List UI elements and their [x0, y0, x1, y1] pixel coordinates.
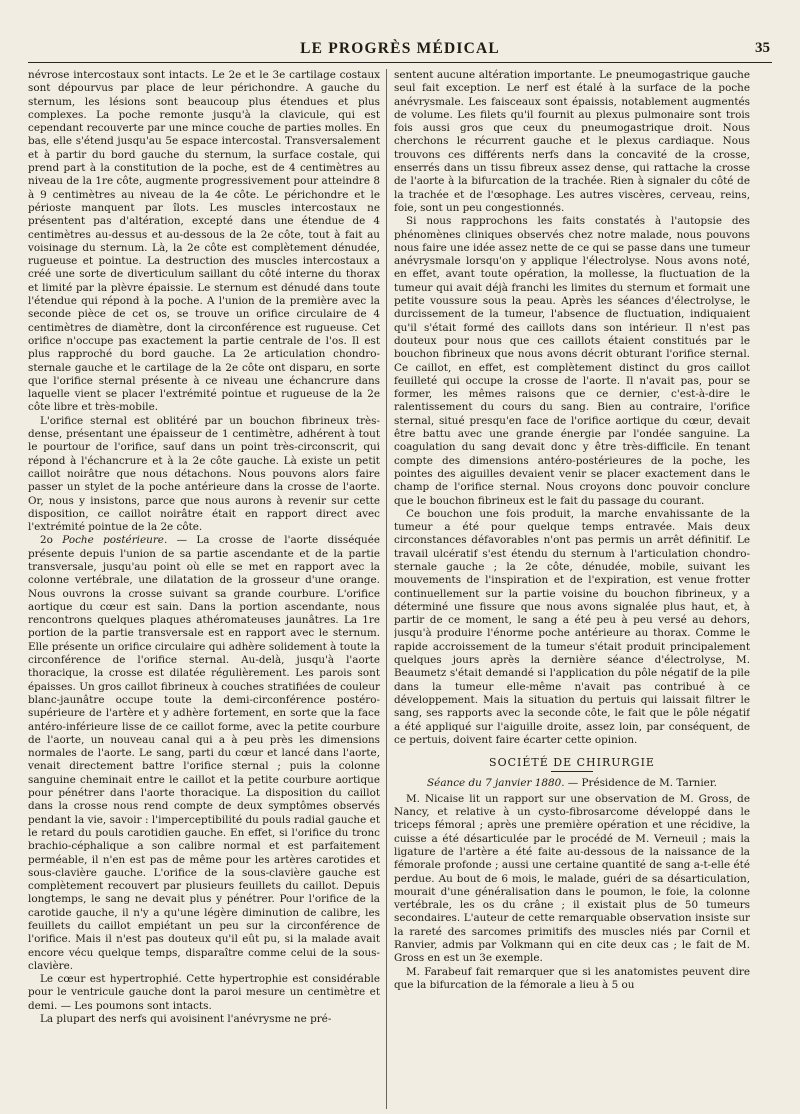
section-title: SOCIÉTÉ DE CHIRURGIE: [489, 756, 655, 770]
paragraph: M. Farabeuf fait remarquer que si les anatomistes peuvent dire que la bifurcation de la fémorale a lieu à 5 ou: [394, 965, 750, 991]
page-number: 35: [755, 40, 770, 56]
subsection-heading: Poche postérieure.: [62, 534, 168, 547]
session-line: [394, 777, 750, 790]
paragraph: névrose intercostaux sont intacts. Le 2e et le 3e cartilage costaux sont dépourvus par place de leur périchondre. A gauche du sternum, les lésions sont beaucoup plus étendues et plus complexes. La poche remonte jusqu'à la clavicule, qui est cependant recouverte par une mince couche de parties molles. En bas, elle s'étend jusqu'au 5e espace intercostal. Transversalement et à partir du bord gauche du sternum, la surface costale, qui prend part à la constitution de la poche, est de 4 centimètres au niveau de la 1re côte, augmente progressivement pour atteindre 8 à 9 centimètres au niveau de la 4e côte. Le périchondre et le périoste manquent par îlots. Les muscles intercostaux ne présentent pas d'altération, excepté dans une étendue de 4 centimètres au-dessus et au-dessous de la 2e côte, tout à fait au voisinage du sternum. Là, la 2e côte est complètement dénudée, rugueuse et pointue. La destruction des muscles intercostaux a créé une sorte de diverticulum saillant du côté interne du thorax et limité par la plèvre épaissie. Le sternum est dénudé dans toute l'étendue qui répond à la poche. A l'union de la première avec la seconde pièce de cet os, se trouve un orifice circulaire de 4 centimètres de diamètre, dont la circonférence est rugueuse. Cet orifice n'occupe pas exactement la partie centrale de l'os. Il est plus rapproché du bord gauche. La 2e articulation chondro-sternale gauche et le cartilage de la 2e côte ont disparu, en sorte que l'orifice sternal présente à ce niveau une échancrure dans laquelle vient se placer l'extrémité pointue et rugueuse de la 2e côte libre et très-mobile.: [28, 69, 380, 414]
paragraph-lead: 2o: [40, 534, 53, 547]
paragraph: Ce bouchon une fois produit, la marche envahissante de la tumeur a été pour quelque temps entravée. Mais deux circonstances défavorables n'ont pas permis un arrêt définitif. Le travail ulcératif s'est étendu du sternum à l'articulation chondro-sternale gauche ; la 2e côte, dénudée, mobile, suivant les mouvements de l'inspiration et de l'expiration, est venue frotter continuellement sur la partie voisine du bouchon fibrineux, y a déterminé une fissure que nous avons signalée plus haut, et, à partir de ce moment, le sang a été peu à peu versé au dehors, jusqu'à produire l'énorme poche antérieure au thorax. Comme le rapide accroissement de la tumeur s'était produit principalement quelques jours après la dernière séance d'électrolyse, M. Beaumetz s'était demandé si l'application du pôle négatif de la pile dans la tumeur elle-même n'avait pas contribué à ce développement. Mais la situation du pertuis qui laissait filtrer le sang, ses rapports avec la seconde côte, le fait que le pôle négatif a été appliqué sur l'aiguille droite, assez loin, par conséquent, de ce pertuis, doivent faire écarter cette opinion.: [394, 507, 750, 746]
paragraph: M. Nicaise lit un rapport sur une observation de M. Gross, de Nancy, et relative à un cysto-fibrosarcome développé dans le triceps fémoral ; après une première opération et une récidive, la cuisse a été désarticulée par le procédé de M. Verneuil ; mais la ligature de l'artère a été faite au-dessous de la naissance de la fémorale profonde ; aussi une certaine quantité de sang a-t-elle été perdue. Au bout de 6 mois, le malade, guéri de sa désarticulation, mourait d'une généralisation dans le poumon, le foie, la colonne vertébrale, les os du crâne ; il existait plus de 50 tumeurs secondaires. L'auteur de cette remarquable observation insiste sur la rareté des sarcomes primitifs des muscles niés par Cornil et Ranvier, admis par Volkmann qui en cite deux cas ; le fait de M. Gross en est un 3e exemple.: [394, 792, 750, 965]
right-column: [394, 69, 750, 1109]
paragraph: sentent aucune altération importante. Le pneumogastrique gauche seul fait exception. Le nerf est étalé à la surface de la poche anévrysmale. Les faisceaux sont épaissis, notablement augmentés de volume. Les filets qu'il fournit au plexus pulmonaire sont trois fois aussi gros que ceux du pneumogastrique droit. Nous cherchons le récurrent gauche et le plexus cardiaque. Nous trouvons ces différents nerfs dans la concavité de la crosse, enserrés dans un tissu fibreux assez dense, qui rattache la crosse de l'aorte à la bifurcation de la trachée. Rien à signaler du côté de la trachée et de l'œsophage. Les autres viscères, cerveau, reins, foie, sont un peu congestionnés.: [394, 69, 750, 214]
paragraph: Le cœur est hypertrophié. Cette hypertrophie est considérable pour le ventricule gauche dont la paroi mesure un centimètre et demi. — Les poumons sont intacts.: [28, 973, 380, 1012]
paragraph: [28, 534, 380, 973]
paragraph: Si nous rapprochons les faits constatés à l'autopsie des phénomènes cliniques observés chez notre malade, nous pouvons nous faire une idée assez nette de ce qui se passe dans une tumeur anévrysmale lorsqu'on y applique l'électrolyse. Nous avons noté, en effet, avant toute opération, la mollesse, la fluctuation de la tumeur qui avait déjà franchi les limites du sternum et formait une petite voussure sous la peau. Après les séances d'électrolyse, le durcissement de la tumeur, l'absence de fluctuation, indiquaient qu'il s'était formé des caillots dans son intérieur. Il n'est pas douteux pour nous que ces caillots étaient constitués par le bouchon fibrineux que nous avons décrit obturant l'orifice sternal. Ce caillot, en effet, est complètement distinct du gros caillot feuilleté qui occupe la crosse de l'aorte. Il n'avait pas, pour se former, les mêmes raisons que ce dernier, c'est-à-dire le ralentissement du cours du sang. Bien au contraire, l'orifice sternal, situé presqu'en face de l'orifice aortique du cœur, devait être battu avec une grande énergie par l'ondée sanguine. La coagulation du sang devait donc y être très-difficile. En tenant compte des dimensions antéro-postérieures de la poche, les pointes des aiguilles devaient venir se placer exactement dans le champ de l'orifice sternal. Nous croyons donc pouvoir conclure que le bouchon fibrineux est le fait du passage du courant.: [394, 215, 750, 507]
running-title: LE PROGRÈS MÉDICAL: [300, 40, 500, 57]
paragraph-text: — La crosse de l'aorte disséquée présente depuis l'union de sa partie ascendante et de la partie transversale, jusqu'au point où elle se met en rapport avec la colonne vertébrale, une dilatation de la grosseur d'une orange. Nous ouvrons la crosse suivant sa grande courbure. L'orifice aortique du cœur est sain. Dans la portion ascendante, nous rencontrons quelques plaques athéromateuses jaunâtres. La 1re portion de la partie transversale est en rapport avec le sternum. Elle présente un orifice circulaire qui adhère solidement à toute la circonférence de l'orifice sternal. Au-delà, jusqu'à l'aorte thoracique, la crosse est dilatée régulièrement. Les parois sont épaisses. Un gros caillot fibrineux à couches stratifiées de couleur blanc-jaunâtre occupe toute la demi-circonférence postéro-supérieure de l'artère et y adhère fortement, en sorte que la face antéro-inférieure lisse de ce caillot forme, avec la petite courbure de l'aorte, un nouveau canal qui a à peu près les dimensions normales de l'aorte. Le sang, parti du cœur et lancé dans l'aorte, venait directement battre l'orifice sternal ; puis la colonne sanguine cheminait entre le caillot et la petite courbure aortique pour pénétrer dans l'aorte thoracique. La disposition du caillot dans la crosse nous rend compte de deux symptômes observés pendant la vie, savoir : l'imperceptibilité du pouls radial gauche et le retard du pouls carotidien gauche. En effet, si l'orifice du tronc brachio-céphalique a son calibre normal et est parfaitement perméable, il n'en est pas de même pour les artères carotides et sous-clavière gauche. L'orifice de la sous-clavière gauche est complètement recouvert par plusieurs feuillets du caillot. Depuis longtemps, le sang ne devait plus y pénétrer. Pour l'orifice de la carotide gauche, il n'y a qu'une légère diminution de calibre, les feuillets du caillot empiétant un peu sur la circonférence de l'orifice. Mais il n'est pas douteux qu'il eût pu, si la malade avait encore vécu quelque temps, disparaître comme celui de la sous-clavière.: [28, 534, 380, 972]
session-date: Séance du 7 janvier 1880.: [427, 777, 565, 790]
session-presidency: — Présidence de M. Tarnier.: [564, 777, 717, 790]
column-divider: [386, 69, 387, 1109]
paragraph: L'orifice sternal est oblitéré par un bouchon fibrineux très-dense, présentant une épaisseur de 1 centimètre, adhérent à tout le pourtour de l'orifice, sauf dans un point très-circonscrit, qui répond à l'échancrure et à la 2e côte gauche. Là existe un petit caillot noirâtre que nous détachons. Nous pouvons alors faire passer un stylet de la poche antérieure dans la crosse de l'aorte. Or, nous y insistons, parce que nous aurons à revenir sur cette disposition, ce caillot noirâtre était en rapport direct avec l'extrémité pointue de la 2e côte.: [28, 414, 380, 534]
paragraph: La plupart des nerfs qui avoisinent l'anévrysme ne pré-: [40, 1013, 332, 1026]
page-header: [28, 38, 772, 63]
left-column: [28, 69, 380, 1109]
section-rule: [551, 771, 593, 772]
